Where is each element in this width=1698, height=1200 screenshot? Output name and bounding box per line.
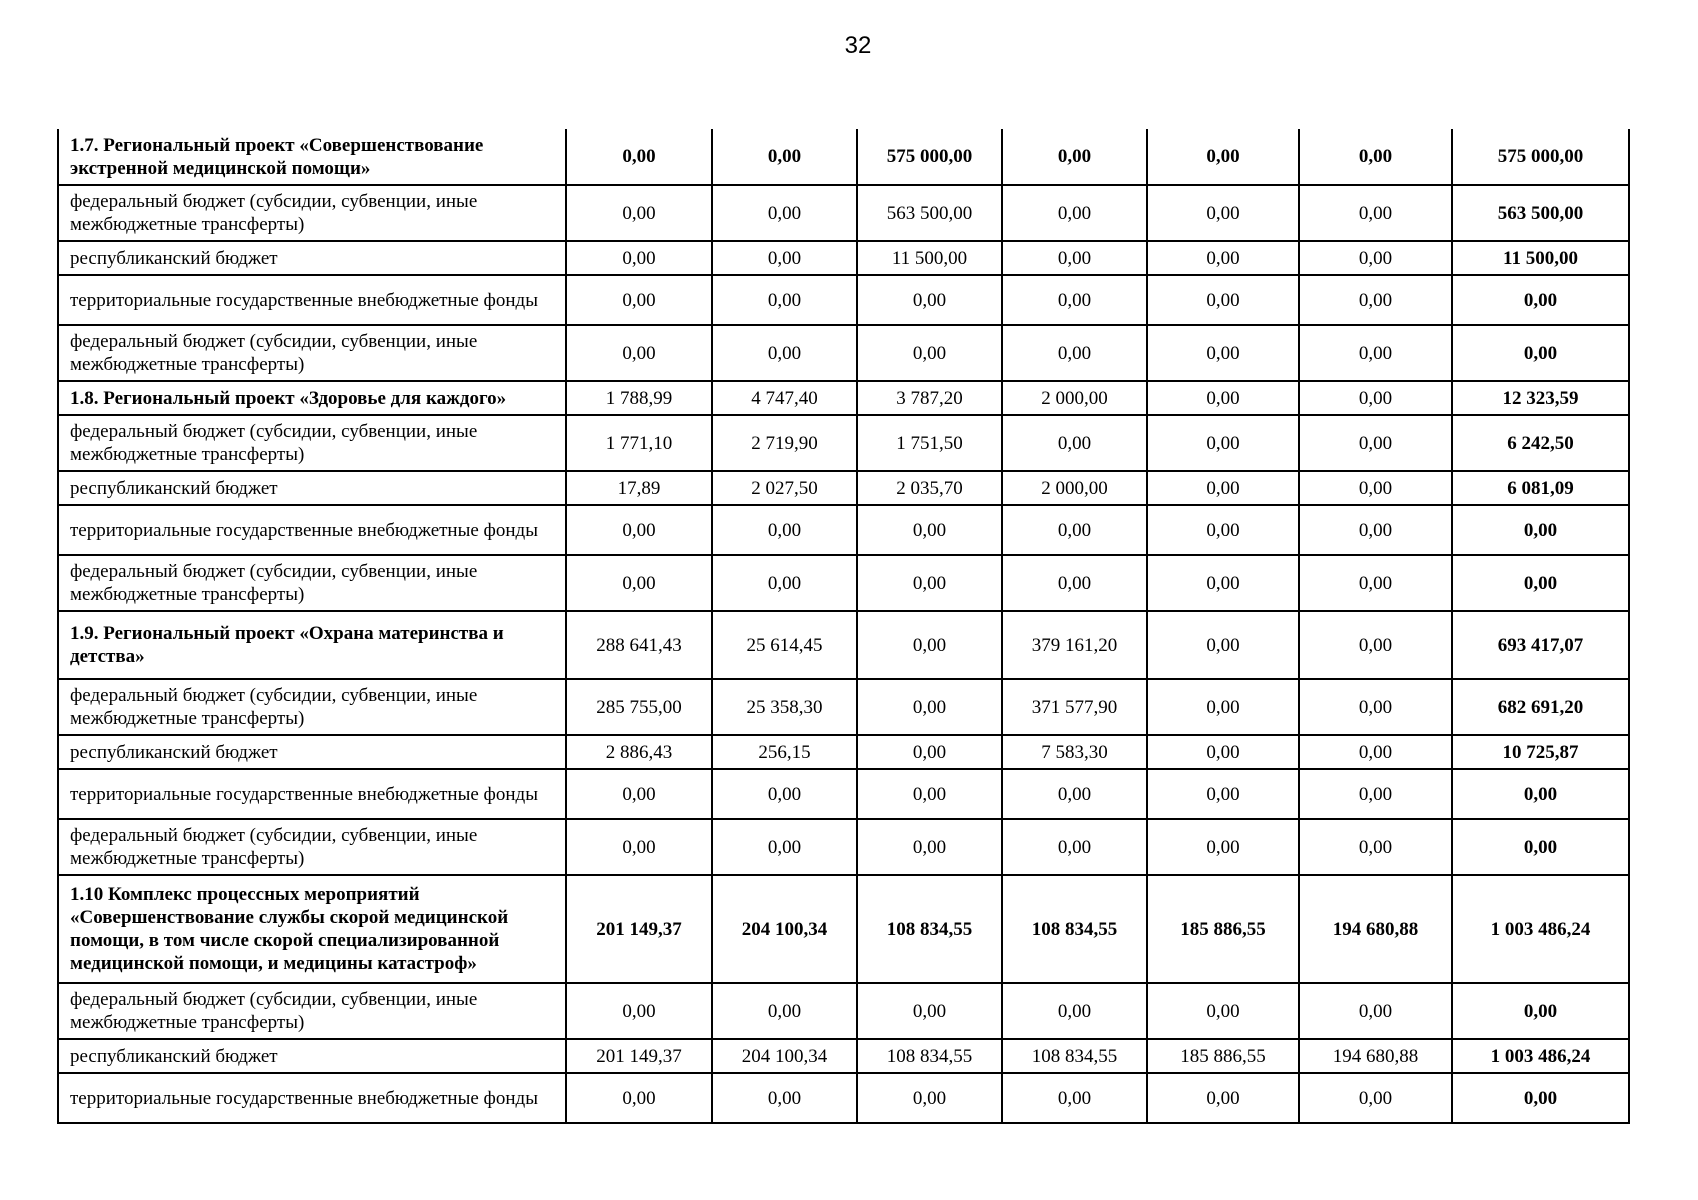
row-label: федеральный бюджет (субсидии, субвенции, иные межбюджетные трансферты) — [58, 679, 566, 735]
row-label: территориальные государственные внебюджетные фонды — [58, 769, 566, 819]
value-cell: 1 751,50 — [857, 415, 1002, 471]
value-cell: 108 834,55 — [857, 1039, 1002, 1073]
table-row — [58, 325, 1629, 381]
value-cell: 0,00 — [1002, 1073, 1147, 1123]
total-cell: 6 081,09 — [1452, 471, 1629, 505]
value-cell: 2 000,00 — [1002, 381, 1147, 415]
value-cell: 563 500,00 — [857, 185, 1002, 241]
row-label: республиканский бюджет — [58, 241, 566, 275]
table-row — [58, 555, 1629, 611]
value-cell: 0,00 — [1147, 1073, 1299, 1123]
table-row — [58, 735, 1629, 769]
row-label: территориальные государственные внебюджетные фонды — [58, 505, 566, 555]
value-cell: 108 834,55 — [1002, 1039, 1147, 1073]
value-cell: 0,00 — [566, 769, 712, 819]
row-label: территориальные государственные внебюджетные фонды — [58, 1073, 566, 1123]
value-cell: 0,00 — [1002, 769, 1147, 819]
table-row — [58, 1039, 1629, 1073]
total-cell: 575 000,00 — [1452, 129, 1629, 185]
value-cell: 0,00 — [1299, 769, 1452, 819]
row-label: федеральный бюджет (субсидии, субвенции, иные межбюджетные трансферты) — [58, 185, 566, 241]
value-cell: 204 100,34 — [712, 875, 857, 983]
total-cell: 6 242,50 — [1452, 415, 1629, 471]
value-cell: 0,00 — [857, 555, 1002, 611]
row-label: федеральный бюджет (субсидии, субвенции, иные межбюджетные трансферты) — [58, 983, 566, 1039]
row-label: федеральный бюджет (субсидии, субвенции, иные межбюджетные трансферты) — [58, 819, 566, 875]
value-cell: 0,00 — [566, 983, 712, 1039]
value-cell: 0,00 — [1299, 611, 1452, 679]
value-cell: 0,00 — [1299, 185, 1452, 241]
total-cell: 682 691,20 — [1452, 679, 1629, 735]
value-cell: 0,00 — [1147, 185, 1299, 241]
value-cell: 0,00 — [712, 983, 857, 1039]
value-cell: 0,00 — [712, 555, 857, 611]
total-cell: 0,00 — [1452, 769, 1629, 819]
value-cell: 0,00 — [1147, 735, 1299, 769]
table-row — [58, 275, 1629, 325]
value-cell: 0,00 — [712, 769, 857, 819]
value-cell: 0,00 — [712, 275, 857, 325]
value-cell: 0,00 — [857, 983, 1002, 1039]
value-cell: 2 000,00 — [1002, 471, 1147, 505]
table-row — [58, 415, 1629, 471]
value-cell: 0,00 — [1147, 381, 1299, 415]
total-cell: 12 323,59 — [1452, 381, 1629, 415]
table-row — [58, 1073, 1629, 1123]
value-cell: 0,00 — [1002, 325, 1147, 381]
table-row — [58, 185, 1629, 241]
table-row — [58, 769, 1629, 819]
value-cell: 0,00 — [1147, 555, 1299, 611]
table-row — [58, 679, 1629, 735]
value-cell: 0,00 — [857, 611, 1002, 679]
total-cell: 0,00 — [1452, 819, 1629, 875]
value-cell: 194 680,88 — [1299, 1039, 1452, 1073]
value-cell: 0,00 — [1299, 679, 1452, 735]
value-cell: 0,00 — [566, 325, 712, 381]
section-row — [58, 611, 1629, 679]
section-row — [58, 381, 1629, 415]
table-row — [58, 983, 1629, 1039]
value-cell: 0,00 — [712, 1073, 857, 1123]
total-cell: 0,00 — [1452, 983, 1629, 1039]
page-number: 32 — [844, 32, 872, 59]
section-label: 1.7. Региональный проект «Совершенствование экстренной медицинской помощи» — [58, 129, 566, 185]
table-body — [58, 129, 1629, 1123]
value-cell: 0,00 — [1299, 735, 1452, 769]
total-cell: 0,00 — [1452, 505, 1629, 555]
value-cell: 0,00 — [566, 185, 712, 241]
value-cell: 0,00 — [1147, 325, 1299, 381]
value-cell: 0,00 — [1299, 275, 1452, 325]
total-cell: 0,00 — [1452, 325, 1629, 381]
section-row — [58, 129, 1629, 185]
total-cell: 693 417,07 — [1452, 611, 1629, 679]
value-cell: 4 747,40 — [712, 381, 857, 415]
value-cell: 0,00 — [1299, 471, 1452, 505]
value-cell: 7 583,30 — [1002, 735, 1147, 769]
table-row — [58, 819, 1629, 875]
value-cell: 2 035,70 — [857, 471, 1002, 505]
value-cell: 0,00 — [1147, 819, 1299, 875]
value-cell: 0,00 — [566, 241, 712, 275]
table-row — [58, 471, 1629, 505]
total-cell: 11 500,00 — [1452, 241, 1629, 275]
value-cell: 0,00 — [1002, 129, 1147, 185]
value-cell: 285 755,00 — [566, 679, 712, 735]
value-cell: 0,00 — [712, 325, 857, 381]
total-cell: 0,00 — [1452, 275, 1629, 325]
value-cell: 0,00 — [566, 555, 712, 611]
value-cell: 0,00 — [566, 275, 712, 325]
value-cell: 0,00 — [857, 325, 1002, 381]
value-cell: 201 149,37 — [566, 1039, 712, 1073]
value-cell: 379 161,20 — [1002, 611, 1147, 679]
value-cell: 0,00 — [1147, 983, 1299, 1039]
value-cell: 0,00 — [1002, 505, 1147, 555]
row-label: республиканский бюджет — [58, 471, 566, 505]
value-cell: 25 358,30 — [712, 679, 857, 735]
row-label: республиканский бюджет — [58, 735, 566, 769]
total-cell: 10 725,87 — [1452, 735, 1629, 769]
section-label: 1.9. Региональный проект «Охрана материнства и детства» — [58, 611, 566, 679]
value-cell: 0,00 — [712, 129, 857, 185]
value-cell: 0,00 — [1299, 1073, 1452, 1123]
value-cell: 0,00 — [1147, 415, 1299, 471]
section-row — [58, 875, 1629, 983]
value-cell: 0,00 — [857, 819, 1002, 875]
value-cell: 0,00 — [1299, 983, 1452, 1039]
value-cell: 1 771,10 — [566, 415, 712, 471]
value-cell: 194 680,88 — [1299, 875, 1452, 983]
value-cell: 0,00 — [1299, 325, 1452, 381]
value-cell: 201 149,37 — [566, 875, 712, 983]
value-cell: 0,00 — [1002, 241, 1147, 275]
value-cell: 256,15 — [712, 735, 857, 769]
value-cell: 0,00 — [1002, 555, 1147, 611]
value-cell: 0,00 — [712, 185, 857, 241]
value-cell: 0,00 — [1002, 819, 1147, 875]
value-cell: 0,00 — [1299, 505, 1452, 555]
value-cell: 0,00 — [712, 505, 857, 555]
value-cell: 0,00 — [1299, 241, 1452, 275]
total-cell: 1 003 486,24 — [1452, 1039, 1629, 1073]
value-cell: 0,00 — [712, 241, 857, 275]
value-cell: 11 500,00 — [857, 241, 1002, 275]
value-cell: 3 787,20 — [857, 381, 1002, 415]
value-cell: 185 886,55 — [1147, 1039, 1299, 1073]
total-cell: 0,00 — [1452, 1073, 1629, 1123]
value-cell: 0,00 — [1147, 129, 1299, 185]
value-cell: 0,00 — [1147, 275, 1299, 325]
value-cell: 17,89 — [566, 471, 712, 505]
value-cell: 0,00 — [857, 769, 1002, 819]
value-cell: 0,00 — [566, 129, 712, 185]
value-cell: 25 614,45 — [712, 611, 857, 679]
value-cell: 0,00 — [1002, 415, 1147, 471]
row-label: территориальные государственные внебюджетные фонды — [58, 275, 566, 325]
value-cell: 0,00 — [857, 1073, 1002, 1123]
value-cell: 0,00 — [1299, 819, 1452, 875]
value-cell: 108 834,55 — [1002, 875, 1147, 983]
value-cell: 0,00 — [857, 679, 1002, 735]
budget-table — [57, 129, 1630, 1124]
value-cell: 108 834,55 — [857, 875, 1002, 983]
value-cell: 0,00 — [1002, 275, 1147, 325]
table-row — [58, 241, 1629, 275]
value-cell: 575 000,00 — [857, 129, 1002, 185]
value-cell: 0,00 — [1299, 415, 1452, 471]
row-label: федеральный бюджет (субсидии, субвенции, иные межбюджетные трансферты) — [58, 325, 566, 381]
value-cell: 0,00 — [1147, 611, 1299, 679]
value-cell: 0,00 — [566, 505, 712, 555]
value-cell: 0,00 — [857, 275, 1002, 325]
value-cell: 0,00 — [1299, 381, 1452, 415]
value-cell: 0,00 — [1147, 679, 1299, 735]
value-cell: 0,00 — [857, 505, 1002, 555]
total-cell: 0,00 — [1452, 555, 1629, 611]
value-cell: 0,00 — [1147, 505, 1299, 555]
value-cell: 0,00 — [1147, 471, 1299, 505]
section-label: 1.10 Комплекс процессных мероприятий «Совершенствование службы скорой медицинской помощи, в том числе скорой специализированной медицинской помощи, и медицины катастроф» — [58, 875, 566, 983]
row-label: федеральный бюджет (субсидии, субвенции, иные межбюджетные трансферты) — [58, 555, 566, 611]
total-cell: 563 500,00 — [1452, 185, 1629, 241]
total-cell: 1 003 486,24 — [1452, 875, 1629, 983]
value-cell: 0,00 — [1299, 555, 1452, 611]
value-cell: 204 100,34 — [712, 1039, 857, 1073]
value-cell: 0,00 — [1002, 983, 1147, 1039]
value-cell: 0,00 — [712, 819, 857, 875]
section-label: 1.8. Региональный проект «Здоровье для каждого» — [58, 381, 566, 415]
value-cell: 0,00 — [566, 819, 712, 875]
value-cell: 0,00 — [1299, 129, 1452, 185]
value-cell: 2 027,50 — [712, 471, 857, 505]
value-cell: 2 886,43 — [566, 735, 712, 769]
value-cell: 0,00 — [566, 1073, 712, 1123]
value-cell: 0,00 — [1002, 185, 1147, 241]
value-cell: 0,00 — [1147, 241, 1299, 275]
value-cell: 288 641,43 — [566, 611, 712, 679]
value-cell: 2 719,90 — [712, 415, 857, 471]
row-label: республиканский бюджет — [58, 1039, 566, 1073]
table-row — [58, 505, 1629, 555]
value-cell: 185 886,55 — [1147, 875, 1299, 983]
value-cell: 371 577,90 — [1002, 679, 1147, 735]
value-cell: 0,00 — [857, 735, 1002, 769]
value-cell: 1 788,99 — [566, 381, 712, 415]
value-cell: 0,00 — [1147, 769, 1299, 819]
row-label: федеральный бюджет (субсидии, субвенции, иные межбюджетные трансферты) — [58, 415, 566, 471]
